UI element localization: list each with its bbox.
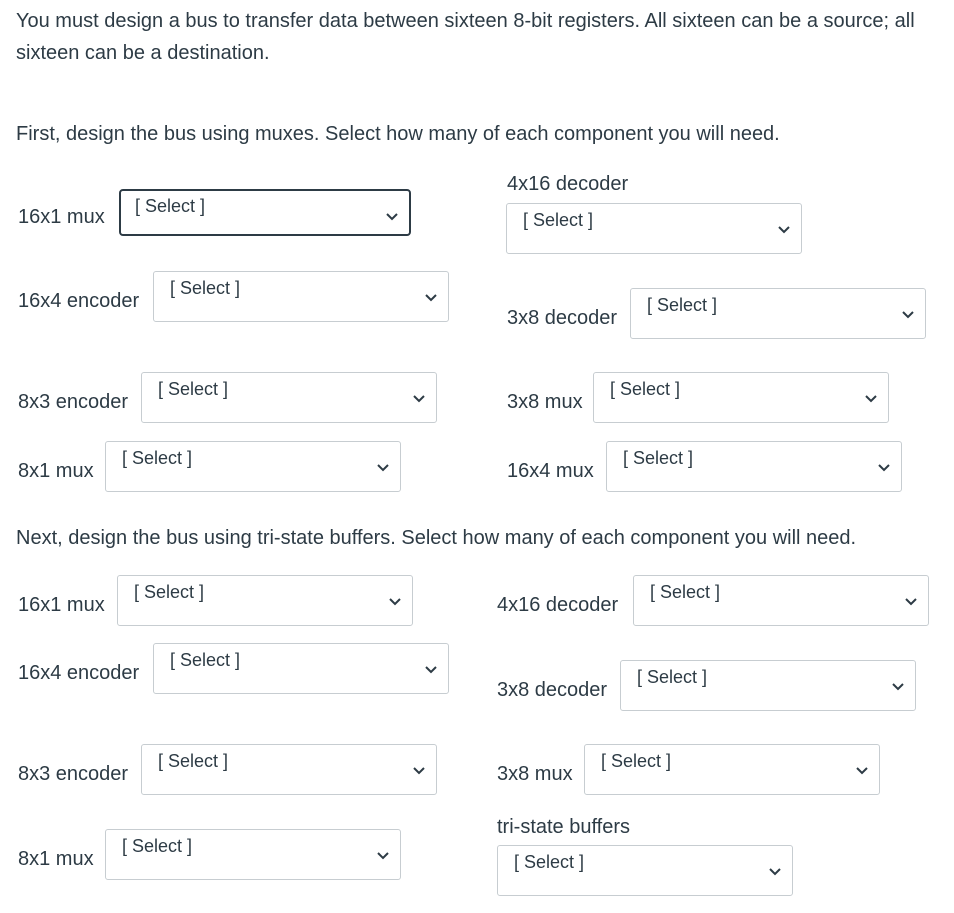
select-value: [ Select ] <box>523 210 594 230</box>
select-value: [ Select ] <box>158 751 229 771</box>
label-8x1-mux-2: 8x1 mux <box>18 848 94 870</box>
chevron-down-icon <box>901 307 915 321</box>
select-value: [ Select ] <box>135 196 206 216</box>
select-value: [ Select ] <box>650 582 721 602</box>
chevron-down-icon <box>424 662 438 676</box>
select-value: [ Select ] <box>637 667 708 687</box>
select-4x16-decoder-2[interactable] <box>633 575 929 626</box>
chevron-down-icon <box>376 460 390 474</box>
select-8x3-encoder[interactable] <box>141 372 437 423</box>
select-4x16-decoder[interactable] <box>506 203 802 254</box>
select-value: [ Select ] <box>610 379 681 399</box>
select-8x1-mux[interactable] <box>105 441 401 492</box>
label-3x8-decoder: 3x8 decoder <box>507 307 618 329</box>
chevron-down-icon <box>855 763 869 777</box>
chevron-down-icon <box>864 391 878 405</box>
chevron-down-icon <box>904 594 918 608</box>
select-8x1-mux-2[interactable] <box>105 829 401 880</box>
select-value: [ Select ] <box>158 379 229 399</box>
select-value: [ Select ] <box>623 448 694 468</box>
chevron-down-icon <box>777 222 791 236</box>
chevron-down-icon <box>385 209 399 223</box>
chevron-down-icon <box>768 864 782 878</box>
select-value: [ Select ] <box>514 852 585 872</box>
label-16x4-encoder: 16x4 encoder <box>18 290 140 312</box>
label-16x1-mux: 16x1 mux <box>18 206 105 228</box>
select-3x8-mux[interactable] <box>593 372 889 423</box>
label-16x4-encoder-2: 16x4 encoder <box>18 662 140 684</box>
select-value: [ Select ] <box>134 582 205 602</box>
label-3x8-mux-2: 3x8 mux <box>497 763 573 785</box>
label-4x16-decoder: 4x16 decoder <box>507 173 629 195</box>
label-8x1-mux: 8x1 mux <box>18 460 94 482</box>
label-3x8-decoder-2: 3x8 decoder <box>497 679 608 701</box>
select-value: [ Select ] <box>122 448 193 468</box>
chevron-down-icon <box>412 391 426 405</box>
chevron-down-icon <box>424 290 438 304</box>
chevron-down-icon <box>388 594 402 608</box>
label-16x4-mux: 16x4 mux <box>507 460 594 482</box>
select-value: [ Select ] <box>122 836 193 856</box>
select-3x8-mux-2[interactable] <box>584 744 880 795</box>
chevron-down-icon <box>877 460 891 474</box>
select-value: [ Select ] <box>647 295 718 315</box>
select-tristate-buffers[interactable] <box>497 845 793 896</box>
select-16x4-mux[interactable] <box>606 441 902 492</box>
chevron-down-icon <box>891 679 905 693</box>
select-3x8-decoder[interactable] <box>630 288 926 339</box>
select-value: [ Select ] <box>170 278 241 298</box>
question-intro: You must design a bus to transfer data between sixteen 8-bit registers. All sixteen can be a source; all sixteen can be a destination. <box>16 10 915 64</box>
select-16x4-encoder[interactable] <box>153 271 449 322</box>
chevron-down-icon <box>412 763 426 777</box>
select-value: [ Select ] <box>601 751 672 771</box>
select-16x1-mux[interactable] <box>119 189 411 236</box>
select-value: [ Select ] <box>170 650 241 670</box>
label-3x8-mux: 3x8 mux <box>507 391 583 413</box>
label-16x1-mux-2: 16x1 mux <box>18 594 105 616</box>
chevron-down-icon <box>376 848 390 862</box>
label-8x3-encoder-2: 8x3 encoder <box>18 763 129 785</box>
select-16x4-encoder-2[interactable] <box>153 643 449 694</box>
label-4x16-decoder-2: 4x16 decoder <box>497 594 619 616</box>
section-heading-muxes: First, design the bus using muxes. Select how many of each component you will need. <box>16 123 780 145</box>
section-heading-tristate: Next, design the bus using tri-state buffers. Select how many of each component you will need. <box>16 527 857 549</box>
select-16x1-mux-2[interactable] <box>117 575 413 626</box>
select-3x8-decoder-2[interactable] <box>620 660 916 711</box>
label-8x3-encoder: 8x3 encoder <box>18 391 129 413</box>
select-8x3-encoder-2[interactable] <box>141 744 437 795</box>
label-tristate-buffers: tri-state buffers <box>497 816 631 838</box>
